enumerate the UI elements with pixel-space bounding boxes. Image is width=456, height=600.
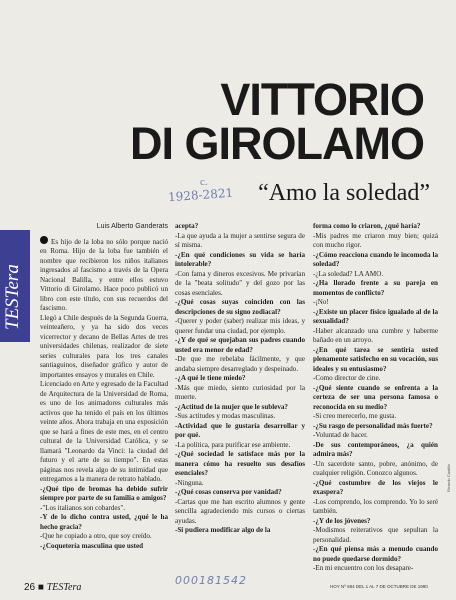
column-1-body	[40, 236, 168, 552]
interview-paragraph: Llegó a Chile después de la Segunda Guerra, veinteañero, y ya ha sido dos veces vicerrector y decano de Bellas Artes de tres universidades chilenas, realizador de siete series culturales para los tres canales santiaguinos, diseñador gráfico y autor de importantes ensayos y murales en Chile.	[40, 313, 168, 379]
interview-paragraph: -Querer y poder (saber) realizar mis ideas, y querer fundar una ciudad, por ejemplo.	[175, 317, 305, 335]
byline: Luis Alberto Ganderats	[96, 223, 168, 230]
interview-question: -¿A qué le tiene miedo?	[175, 374, 246, 382]
interview-question: acepta?	[175, 222, 199, 230]
interview-question: -¿Coquetería masculina que usted	[40, 541, 144, 550]
column-1	[40, 222, 168, 551]
interview-paragraph: -En mi encuentro con los desapare-	[313, 564, 414, 572]
interview-paragraph: -Que he copiado a otro, que soy creído.	[40, 532, 152, 540]
interview-paragraph: -Modismos reiterativos que sepultan la personalidad.	[313, 526, 438, 544]
interview-question: -¿En qué piensa más a menudo cuando no puede quedarse dormido?	[313, 545, 438, 563]
interview-paragraph: -Como director de cine.	[313, 374, 381, 382]
article-subtitle: “Amo la soledad”	[258, 180, 430, 206]
page-number: 26	[24, 582, 36, 593]
interview-question: -¿Actitud de la mujer que le subleva?	[175, 402, 288, 411]
interview-paragraph: -Voluntad de hacer.	[313, 431, 368, 439]
interview-question: -¿En qué tarea se sentiría usted plenamente satisfecho en su vocación, sus ideales y su entusiasmo?	[313, 345, 438, 373]
interview-paragraph: -Haber alcanzado una cumbre y haberme bañado en un arroyo.	[313, 326, 438, 344]
interview-paragraph: -Un sacerdote santo, pobre, anónimo, de cualquier religión. Conozco algunos.	[313, 459, 438, 477]
title-line-1: VITTORIO	[220, 74, 424, 125]
interview-paragraph: -La política, para purificar ese ambiente.	[175, 440, 291, 449]
interview-paragraph: -"Los italianos son cobardes".	[40, 503, 125, 512]
interview-paragraph: -¿La soledad? LA AMO.	[313, 269, 384, 278]
interview-paragraph: -De que me rebelaba fácilmente, y que andaba siempre desarreglado y despeinado.	[175, 355, 305, 373]
interview-question: forma como lo criaron, ¿qué haría?	[313, 222, 421, 230]
interview-paragraph: -La que ayuda a la mujer a sentirse segura de sí misma.	[175, 231, 305, 249]
interview-question: -¿Su rasgo de personalidad más fuerte?	[313, 421, 433, 430]
article-title	[130, 74, 424, 169]
interview-paragraph: -Si creo merecerlo, me gusta.	[313, 412, 397, 420]
interview-paragraph: -¡No!	[313, 298, 329, 306]
interview-paragraph: -Los comprendo, los comprendo. Yo lo seré también.	[313, 497, 438, 515]
interview-question: -De sus contemporáneos, ¿a quién admira más?	[313, 440, 438, 458]
column-2-body	[175, 222, 305, 536]
column-3	[313, 222, 438, 574]
interview-question: -¿Existe un placer físico igualado al de la sexualidad?	[313, 307, 438, 325]
interview-question: -¿Qué sociedad le satisface más por la manera cómo ha resuelto sus desafíos esenciales?	[175, 450, 305, 477]
title-line-2: DI GIROLAMO	[130, 118, 424, 169]
interview-question: -¿Qué siente cuando se enfrenta a la certeza de ser una persona famosa o reconocida en su medio?	[313, 383, 438, 411]
interview-paragraph: Licenciado en Arte y egresado de la Facultad de Arquitectura de la Universidad de Roma, es uno de los animadores culturales más activos que ha tenido el país en los últimos veinte años. Ahora trabaja en una exposición que se hará a fines de este mes, en el centro cultural de la Universidad Católica, y se llamará "Leonardo da Vinci: la ciudad del futuro y el arte de su tiempo". En estas páginas nos revela algo de su intimidad que entregamos a la manera de retrato hablado.	[40, 380, 168, 483]
page-footer	[24, 582, 81, 593]
drop-bullet-icon	[40, 236, 48, 244]
interview-paragraph: -Mis padres me criaron muy bien; quizá con mucho rigor.	[313, 231, 438, 249]
interview-question: -¿Y de los jóvenes?	[313, 516, 371, 525]
interview-paragraph: Es hijo de la loba no sólo porque nació en Roma. Hijo de la loba fue también el nombre que recibieron los niños italianos ingresados al fascismo a través de la Opera Nacional Balilla, y entre ellos estuvo Vittorio di Girolamo. Hace poco publicó un libro con este título, con sus recuerdos del fascismo.	[40, 237, 168, 312]
interview-question: -Y de lo dicho contra usted, ¿qué le ha hecho gracia?	[40, 513, 168, 531]
interview-question: -Actividad que le gustaría desarrollar y por qué.	[175, 421, 305, 439]
handwritten-date: 1928-2821	[167, 185, 234, 205]
interview-question: -¿Qué costumbre de los viejos le exaspera?	[313, 478, 438, 496]
photo-credit: Ricardo Castillo	[446, 463, 451, 492]
interview-question: -¿Qué cosas suyas coinciden con las descripciones de su signo zodiacal?	[175, 298, 305, 316]
interview-question: -¿Y de qué se quejaban sus padres cuando usted era menor de edad?	[175, 336, 305, 354]
column-3-body	[313, 222, 438, 574]
issue-line: HOY Nº 684 DEL 1 AL 7 DE OCTUBRE DE 1990	[330, 584, 428, 589]
interview-question: -¿En qué condiciones su vida se haría intolerable?	[175, 250, 305, 268]
interview-paragraph: -Con fama y dineros excesivos. Me privarían de la "beata solitudo" y del gozo por las cosas esenciales.	[175, 269, 305, 297]
interview-question: -¿Qué cosas conserva por vanidad?	[175, 488, 282, 496]
square-icon: ■	[37, 582, 44, 593]
interview-paragraph: -Sus actitudes y modas masculinas.	[175, 412, 276, 420]
magazine-logo: TESTera	[46, 582, 82, 593]
column-2	[175, 222, 305, 536]
interview-paragraph: -Más que miedo, siento curiosidad por la muerte.	[175, 383, 305, 401]
interview-paragraph: -Ninguna.	[175, 478, 204, 487]
interview-question: -¿Qué tipo de bromas ha debido sufrir siempre por parte de su familia o amigos?	[40, 484, 168, 502]
archive-stamp: 000181542	[175, 574, 247, 587]
section-tab-label: TESTera	[2, 264, 23, 330]
interview-paragraph: -Cartas que me han escrito alumnos y gente sencilla agradeciendo mis cursos o ciertas ayudas.	[175, 497, 305, 525]
interview-question: -¿Ha llorado frente a su pareja en momentos de conflicto?	[313, 279, 438, 297]
handwritten-mark: c.	[200, 176, 208, 188]
interview-question: -¿Cómo reacciona cuando le incomoda la soledad?	[313, 250, 438, 268]
interview-question: -Si pudiera modificar algo de la	[175, 526, 271, 534]
